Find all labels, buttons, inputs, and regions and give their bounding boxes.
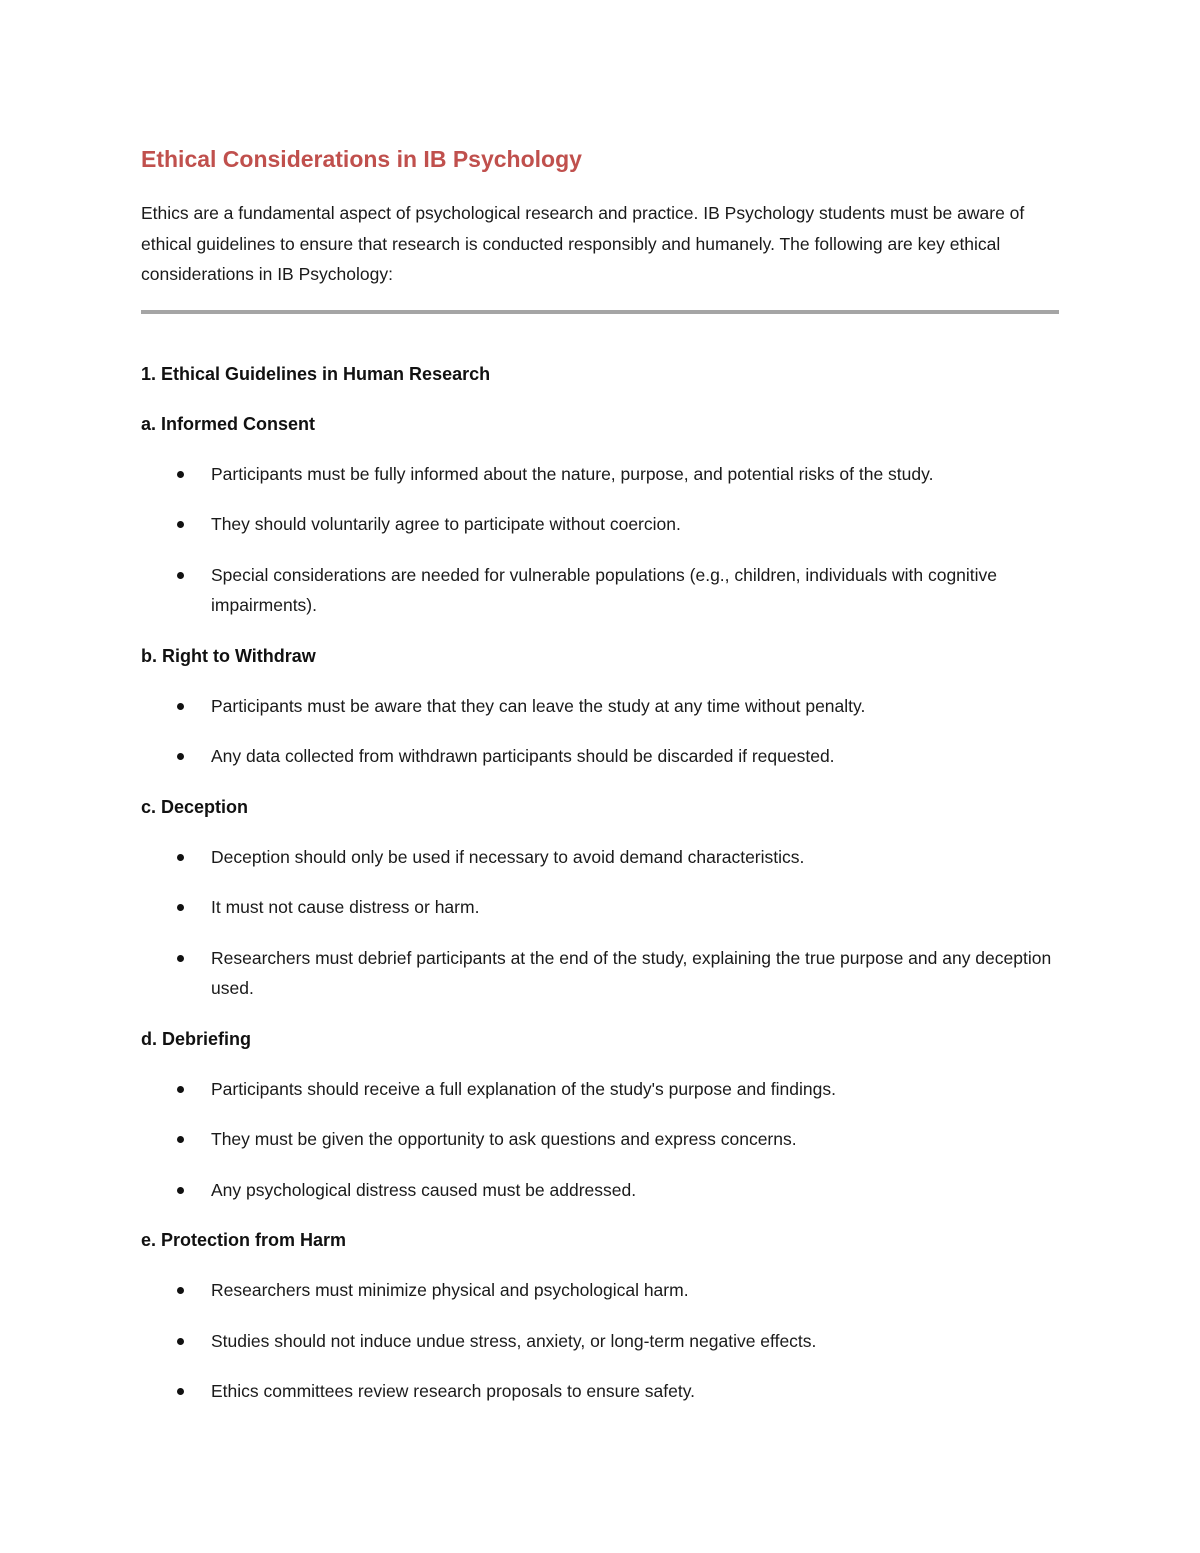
document-page xyxy=(141,138,1059,1407)
list-item-text: Any data collected from withdrawn participants should be discarded if requested. xyxy=(211,746,835,766)
bullet-icon xyxy=(177,1187,184,1194)
intro-paragraph: Ethics are a fundamental aspect of psychological research and practice. IB Psychology students must be aware of ethical guidelines to ensure that research is conducted responsibly and humanely. The following are key ethical considerations in IB Psychology: xyxy=(141,203,1025,284)
bullet-icon xyxy=(177,904,184,911)
list-item xyxy=(141,1124,1059,1155)
list-item xyxy=(141,842,1059,873)
list-item-text: Studies should not induce undue stress, anxiety, or long-term negative effects. xyxy=(211,1330,817,1351)
bullet-icon xyxy=(177,471,184,478)
list-item-text: Participants must be aware that they can leave the study at any time without penalty. xyxy=(211,695,866,716)
bullet-icon xyxy=(177,572,184,579)
list-item xyxy=(141,691,1059,722)
subsection-heading-informed-consent: a. Informed Consent xyxy=(141,413,316,434)
subsection-heading-protection-from-harm: e. Protection from Harm xyxy=(141,1230,347,1250)
list-item-text: They should voluntarily agree to participate without coercion. xyxy=(211,514,681,534)
list-item xyxy=(141,1175,1059,1206)
bullet-list-right-to-withdraw xyxy=(141,691,1059,772)
list-item-text: Participants should receive a full explanation of the study's purpose and findings. xyxy=(211,1078,836,1099)
bullet-icon xyxy=(177,1287,184,1294)
list-item-text: Special considerations are needed for vulnerable populations (e.g., children, individuals with cognitive impairments). xyxy=(211,564,998,615)
bullet-icon xyxy=(177,753,184,760)
bullet-icon xyxy=(177,854,184,861)
list-item xyxy=(141,509,1059,540)
list-item-text: They must be given the opportunity to ask questions and express concerns. xyxy=(211,1129,797,1149)
bullet-icon xyxy=(177,1136,184,1143)
list-item-text: Ethics committees review research proposals to ensure safety. xyxy=(211,1381,696,1401)
list-item-text: Any psychological distress caused must be addressed. xyxy=(211,1179,637,1200)
list-item xyxy=(141,560,1059,621)
bullet-icon xyxy=(177,703,184,710)
document-title: Ethical Considerations in IB Psychology xyxy=(141,146,582,172)
bullet-icon xyxy=(177,1086,184,1093)
section-heading: 1. Ethical Guidelines in Human Research xyxy=(141,363,491,384)
bullet-icon xyxy=(177,1338,184,1345)
bullet-list-protection-from-harm xyxy=(141,1275,1059,1407)
list-item xyxy=(141,1275,1059,1306)
bullet-icon xyxy=(177,955,184,962)
list-item xyxy=(141,892,1059,923)
subsection-heading-deception: c. Deception xyxy=(141,796,249,817)
bullet-list-deception xyxy=(141,842,1059,1004)
bullet-icon xyxy=(177,1388,184,1395)
horizontal-divider xyxy=(141,310,1059,314)
subsection-heading-debriefing: d. Debriefing xyxy=(141,1028,252,1049)
list-item xyxy=(141,943,1059,1004)
list-item xyxy=(141,1376,1059,1407)
bullet-icon xyxy=(177,521,184,528)
subsection-heading-right-to-withdraw: b. Right to Withdraw xyxy=(141,645,316,666)
list-item xyxy=(141,741,1059,772)
list-item xyxy=(141,1074,1059,1105)
bullet-list-debriefing xyxy=(141,1074,1059,1206)
list-item-text: It must not cause distress or harm. xyxy=(211,897,480,917)
list-item xyxy=(141,1326,1059,1357)
list-item xyxy=(141,459,1059,490)
bullet-list-informed-consent xyxy=(141,459,1059,621)
list-item-text: Researchers must debrief participants at the end of the study, explaining the true purpose and any deception used. xyxy=(211,947,1052,998)
list-item-text: Deception should only be used if necessary to avoid demand characteristics. xyxy=(211,846,805,867)
list-item-text: Participants must be fully informed about the nature, purpose, and potential risks of the study. xyxy=(211,463,934,484)
list-item-text: Researchers must minimize physical and psychological harm. xyxy=(211,1280,689,1300)
